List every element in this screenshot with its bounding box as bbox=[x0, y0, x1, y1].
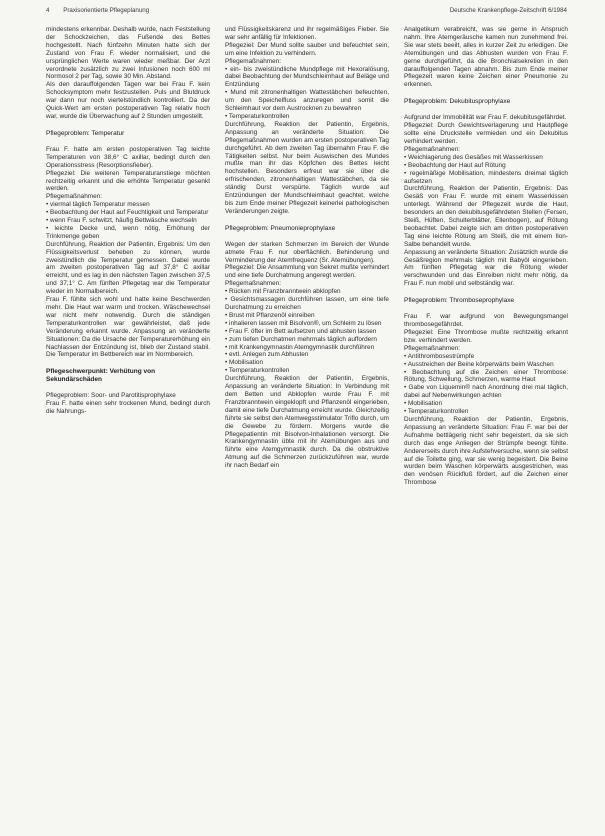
paragraph: • Frau F. öfter im Bett aufsetzen und abhusten lassen bbox=[225, 327, 377, 335]
paragraph: • leichte Decke und, wenn nötig, Erhöhung der Trinkmenge geben bbox=[46, 224, 210, 240]
paragraph: • Ausstreichen der Beine körperwärts beim Waschen bbox=[404, 360, 554, 368]
paragraph: • Weichlagerung des Gesäßes mit Wasserkissen bbox=[404, 153, 543, 161]
paragraph: Pflegemaßnahmen: bbox=[404, 344, 461, 352]
paragraph: Als den darauffolgenden Tagen war bei Frau F. kein Schocksymptom mehr festzustellen. Puls und Blutdruck war dann nur noch viertelstündlich kontrolliert. Da der Quick-Wert am ersten postoperativen Tag relativ hoch war, wurde die Überwachung auf 2 Stunden umgestellt. bbox=[46, 81, 210, 120]
paragraph: • Gabe von Liquemin® nach Anordnung drei mal täglich, dabei auf Nebenwirkungen achten bbox=[404, 384, 568, 400]
paragraph: • regelmäßige Mobilisation, mindestens dreimal täglich aufsetzen bbox=[404, 169, 568, 185]
paragraph: Pflegeproblem: Soor- und Parotitisprophylaxe bbox=[46, 392, 176, 400]
paragraph: Pflegeziel: Eine Thrombose mußte rechtzeitig erkannt bzw. verhindert werden. bbox=[404, 329, 568, 344]
paragraph: und Flüssigkeitskarenz und ihr regelmäßiges Fieber. Sie war sehr anfällig für Infektionen. bbox=[225, 26, 389, 41]
section-heading: Pflegeschwerpunkt: Verhütung von Sekundärschäden bbox=[46, 368, 156, 384]
paragraph: Pflegeziel: Der Mund sollte sauber und befeuchtet sein, um eine Infektion zu verhindern. bbox=[225, 41, 389, 57]
paragraph: Frau F. fühlte sich wohl und hatte keine Beschwerden mehr. Die Haut war warm und trocken. Wäschewechsel war nicht mehr notwendig. Durch die ständigen Temperaturkontrollen war gewährleistet, daß jede Veränderung erkannt wurde. Anpassung an veränderte Situationen: Da die Ursache der Temperaturerhöhung ein Nachlassen der Entzündung ist, blieb der Zustand stabil. Die Temperatur im Bettbereich war im Normbereich. bbox=[46, 296, 210, 359]
paragraph: • Brust mit Pflanzenöl einreiben bbox=[225, 311, 315, 319]
paragraph: Pflegemaßnahmen: bbox=[46, 193, 103, 201]
paragraph: Frau F. hatte am ersten postoperativen Tag leichte Temperaturen von 38,6° C axillar, bedingt durch den Operationsstress (Resorptionsfieber). bbox=[46, 145, 210, 169]
paragraph: Pflegeziel: Durch Gewichtsverlagerung und Hautpflege sollte eine Druckstelle vermieden und ein Dekubitus verhindert werden. bbox=[404, 122, 568, 145]
paragraph: • Mund mit zitronenhaltigen Wattestäbchen befeuchten, um den Speichelfluss anzuregen und somit die Schleimhaut vor dem Austrocknen zu bewahren bbox=[225, 89, 389, 113]
paragraph: Frau F. war aufgrund von Bewegungsmangel thrombosegefährdet. bbox=[404, 313, 568, 329]
section-heading: Pflegeproblem: Thromboseprophylaxe bbox=[404, 297, 515, 305]
paragraph: • Mobilisation bbox=[404, 400, 443, 408]
paragraph: • zum tiefen Durchatmen mehrmals täglich auffordern bbox=[225, 335, 377, 343]
text-columns bbox=[46, 26, 568, 826]
paragraph: Durchführung, Reaktion der Patientin, Ergebnis, Anpassung an veränderte Situation: Frau F. war bei der Aufnahme bettlägerig nicht sehr begeistert, da sie sich durch das enge Anliegen der Strümpfe beengt fühlte. Andererseits durch ihre Aufstehversuche, wenn sie selbst auf die Toilette ging, war sie wenig begeistert. Die Beine wurden beim Waschen körperwärts ausgestrichen, was den venösen Rückfluß fördert, auf die Zeichen einer Thrombose bbox=[404, 415, 568, 487]
paragraph: Analgetikum verabreicht, was sie gerne in Anspruch nahm. Ihre Atemgeräusche kamen nun zunehmend frei. Sie war stets beeilt, alles in kurzer Zeit zu erledigen. Die Atemübungen und das Abhusten wurden von Frau F. gerne durchgeführt, da die Bronchialsekretion in den darauffolgenden Tagen abnahm. Bis zum Ende meiner Pflegezeit waren keine Zeichen einer Pneumonie zu erkennen. bbox=[404, 26, 568, 89]
journal-title: Deutsche Krankenpflege-Zeitschrift 6/1984 bbox=[449, 7, 567, 14]
paragraph: mindestens erkennbar. Deshalb wurde, nach Feststellung der Schockzeichen, das Fußende des Bettes hochgestellt. Nach fünfzehn Minuten hatte sich der Zustand von Frau F. wieder normalisiert, und die ursprünglichen Werte waren wieder meßbar. Der Arzt verordnete zusätzlich zu zwei Infusionen noch 600 ml Normosol 2 per Tag, sowie 30 Min. Abstand. bbox=[46, 26, 210, 81]
paragraph: Frau F. hatte einen sehr trockenen Mund, bedingt durch die Nahrungs- bbox=[46, 400, 210, 416]
paragraph: Durchführung, Reaktion der Patientin, Ergebnis, Anpassung an veränderte Situation: In Verbindung mit dem Betten und Abklopfen wurde Frau F. mit Franzbranntwein eingeklopft und Pflanzenöl eingerieben, damit eine tiefe Durchatmung erreicht wurde. Gleichzeitig führte sie selbst den Atemwegsstimulator Triflo durch, um die Gewebe zu fördern. Morgens wurde die Pflegepatientin mit Bisolvon-Inhalationen versorgt. Die Krankengymnastin übte mit ihr Atemübungen aus und führte eine Atemgymnastik durch. Da die obstruktive Atmung auf die Schmerzen zurückzuführen war, wurde ihr nach Bedarf ein bbox=[225, 375, 389, 470]
paragraph: • inhalieren lassen mit Bisolvon®, um Schleim zu lösen bbox=[225, 319, 382, 327]
page-number: 4 bbox=[46, 7, 50, 14]
paragraph: Durchführung, Reaktion der Patientin, Ergebnis: Das Gesäß von Frau F. wurde mit einem Wasserkissen unterlegt. Während der Pflegezeit wurde die Haut, besonders an den dekubitusgefährdeten Stellen (Fersen, Steiß, Hüften, Schulterblätter, Ellenbogen), auf Rötung beobachtet. Dabei zeigte sich am dritten postoperativen Tag eine leichte Rötung am Steiß, die mit einem Ilon-Salbe behandelt wurde. bbox=[404, 185, 568, 248]
column-3 bbox=[404, 26, 568, 826]
column-2 bbox=[225, 26, 389, 826]
paragraph: • Beobachtung der Haut auf Feuchtigkeit und Temperatur bbox=[46, 209, 209, 217]
paragraph: Pflegeziel: Die Ansammlung von Sekret mußte verhindert und eine tiefe Durchatmung angeregt werden. bbox=[225, 264, 389, 280]
section-heading: Pflegeproblem: Dekubitusprophylaxe bbox=[404, 98, 511, 106]
paragraph: • Gesichtsmassagen durchführen lassen, um eine tiefe Durchatmung zu erreichen bbox=[225, 296, 389, 311]
paragraph: Wegen der starken Schmerzen im Bereich der Wunde atmete Frau F. nur oberflächlich. Behinderung und Verminderung der Atemfrequenz (Sr. Atemübungen). bbox=[225, 240, 389, 264]
section-title: Praxisorientierte Pflegeplanung bbox=[63, 7, 150, 14]
paragraph: Pflegemaßnahmen: bbox=[225, 280, 282, 288]
paragraph: Anpassung an veränderte Situation: Zusätzlich wurde die Gesäßregion mehrmals täglich mit Babyöl eingerieben. Am fünften Pflegetag war die Rötung wieder verschwunden und das Einreiben nicht mehr nötig, da Frau F. nun mobil und selbständig war. bbox=[404, 248, 568, 288]
paragraph: • Mobilisation bbox=[225, 359, 264, 367]
paragraph: • Temperaturkontrollen bbox=[404, 408, 469, 416]
paragraph: Durchführung, Reaktion der Patientin, Ergebnis, Anpassung an veränderte Situation: Die Pflegemaßnahmen wurden am ersten postoperativen Tag durchgeführt. Ab dem zweiten Tag übernahm Frau F. die Tätigkeiten selbst. Nur beim Auswischen des Mundes mußte man ihr das Köpfchen des Bettes leicht hochstellen. Besonders erfreut war sie über die erfrischenden, zitronenhaltigen Wattestäbchen, da sie ständig Durst verspürte. Täglich wurde auf Entzündungen der Mundschleimhaut geachtet, welche bis zum Ende meiner Pflegezeit keinerlei pathologischen Veränderungen zeigte. bbox=[225, 120, 389, 215]
paragraph: • mit Krankengymnastin Atemgymnastik durchführen bbox=[225, 343, 375, 351]
paragraph: • Antithrombosestrümpfe bbox=[404, 352, 475, 360]
section-heading: Pflegeproblem: Pneumonieprophylaxe bbox=[225, 224, 336, 232]
paragraph: • wenn Frau F. schwitzt, häufig Bettwäsche wechseln bbox=[46, 217, 197, 225]
paragraph: • Rücken mit Franzbranntwein abklopfen bbox=[225, 288, 341, 296]
column-1 bbox=[46, 26, 210, 826]
paragraph: Aufgrund der Immobilität war Frau F. dekubitusgefährdet. bbox=[404, 114, 567, 122]
paragraph: • ein- bis zweistündliche Mundpflege mit Hexoralösung, dabei Beobachtung der Mundschleimhaut auf Beläge und Entzündung bbox=[225, 65, 389, 89]
paragraph: Pflegemaßnahmen: bbox=[225, 57, 282, 65]
paragraph: • Beobachtung auf die Zeichen einer Thrombose: Rötung, Schwellung, Schmerzen, warme Haut bbox=[404, 368, 568, 384]
paragraph: • Temperaturkontrollen bbox=[225, 367, 290, 375]
running-header-left bbox=[46, 7, 149, 17]
paragraph: • evtl. Anlegen zum Abhusten bbox=[225, 351, 309, 359]
section-heading: Pflegeproblem: Temperatur bbox=[46, 129, 125, 137]
paragraph: • Temperaturkontrollen bbox=[225, 112, 290, 120]
paragraph: Pflegemaßnahmen: bbox=[404, 145, 461, 153]
paragraph: Pflegeziel: Die weiteren Temperaturanstiege möchten rechtzeitig erkannt und die erhöhte Temperatur gesenkt werden. bbox=[46, 169, 210, 193]
paragraph: • viermal täglich Temperatur messen bbox=[46, 201, 150, 209]
paragraph: Durchführung, Reaktion der Patientin, Ergebnis: Um den Flüssigkeitsverlust beheben zu können, wurde zweistündlich die Temperatur gemessen. Dabei wurde am zweiten postoperativen Tag auf 37,8° C axillar erreicht, und es lag in den nächsten Tagen zwischen 37,5 und 37,1° C. Am fünften Pflegetag war die Temperatur wieder im Normalbereich. bbox=[46, 240, 210, 296]
paragraph: • Beobachtung der Haut auf Rötung bbox=[404, 161, 506, 169]
